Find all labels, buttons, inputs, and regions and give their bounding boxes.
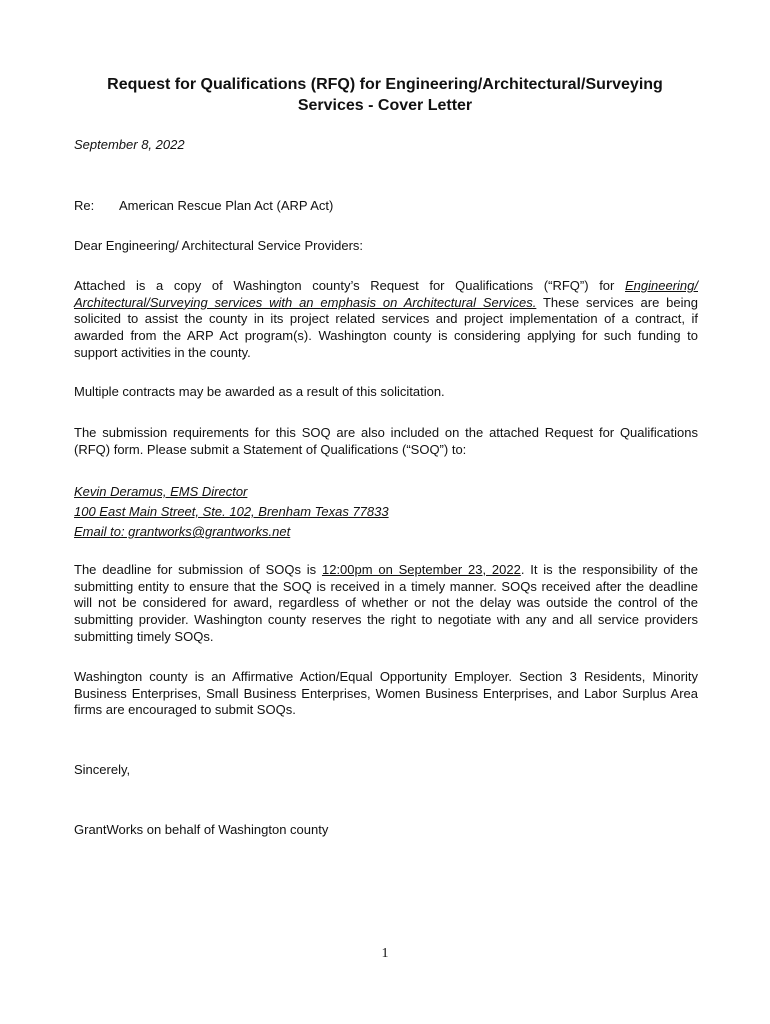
closing: Sincerely, <box>74 762 131 777</box>
contact-email[interactable]: Email to: grantworks@grantworks.net <box>74 524 291 539</box>
subject-line <box>74 198 698 215</box>
deadline-rest: . It is the responsibility of the submitting entity to ensure that the SOQ is received in a timely manner. SOQs received after the deadline will not be considered for award, regardless of whether or not the delay was outside the control of the submitting provider. Washington county reserves the right to negotiate with any and all service providers submitting timely SOQs. <box>74 562 698 644</box>
paragraph-multiple-contracts: Multiple contracts may be awarded as a result of this solicitation. <box>74 384 445 399</box>
paragraph-deadline <box>74 562 698 646</box>
contact-name: Kevin Deramus, EMS Director <box>74 484 248 499</box>
deadline-date: 12:00pm on September 23, 2022 <box>321 562 521 577</box>
deadline-intro: The deadline for submission of SOQs is <box>74 562 322 577</box>
re-subject: American Rescue Plan Act (ARP Act) <box>119 198 334 213</box>
title-line-2: Services - Cover Letter <box>297 97 473 114</box>
signature: GrantWorks on behalf of Washington county <box>74 822 329 837</box>
paragraph-intro <box>74 278 698 362</box>
contact-block <box>74 482 698 542</box>
salutation: Dear Engineering/ Architectural Service Providers: <box>74 238 364 253</box>
document-title <box>60 74 710 116</box>
paragraph-submission: The submission requirements for this SOQ are also included on the attached Request for Qualifications (RFQ) form. Please submit a Statement of Qualifications (“SOQ”) to: <box>74 425 698 457</box>
page-number: 1 <box>381 946 389 961</box>
services-emphasis: Engineering/ Architectural/Surveying services with an emphasis on Architectural Services. <box>74 278 698 310</box>
paragraph-intro-text: Attached is a copy of Washington county’s Request for Qualifications (“RFQ”) for <box>74 278 625 293</box>
re-label: Re: <box>74 198 95 213</box>
paragraph-eeo: Washington county is an Affirmative Action/Equal Opportunity Employer. Section 3 Residents, Minority Business Enterprises, Small Business Enterprises, Women Business Enterprises, and Labor Surplus Area firms are encouraged to submit SOQs. <box>74 669 698 718</box>
paragraph-intro-rest: These services are being solicited to assist the county in its project related services and project implementation of a contract, if awarded from the ARP Act program(s). Washington county is considering applying for such funding to support activities in the county. <box>74 294 698 360</box>
letter-date: September 8, 2022 <box>74 137 185 152</box>
title-line-1: Request for Qualifications (RFQ) for Engineering/Architectural/Surveying <box>107 76 663 93</box>
contact-address: 100 East Main Street, Ste. 102, Brenham Texas 77833 <box>74 504 389 519</box>
